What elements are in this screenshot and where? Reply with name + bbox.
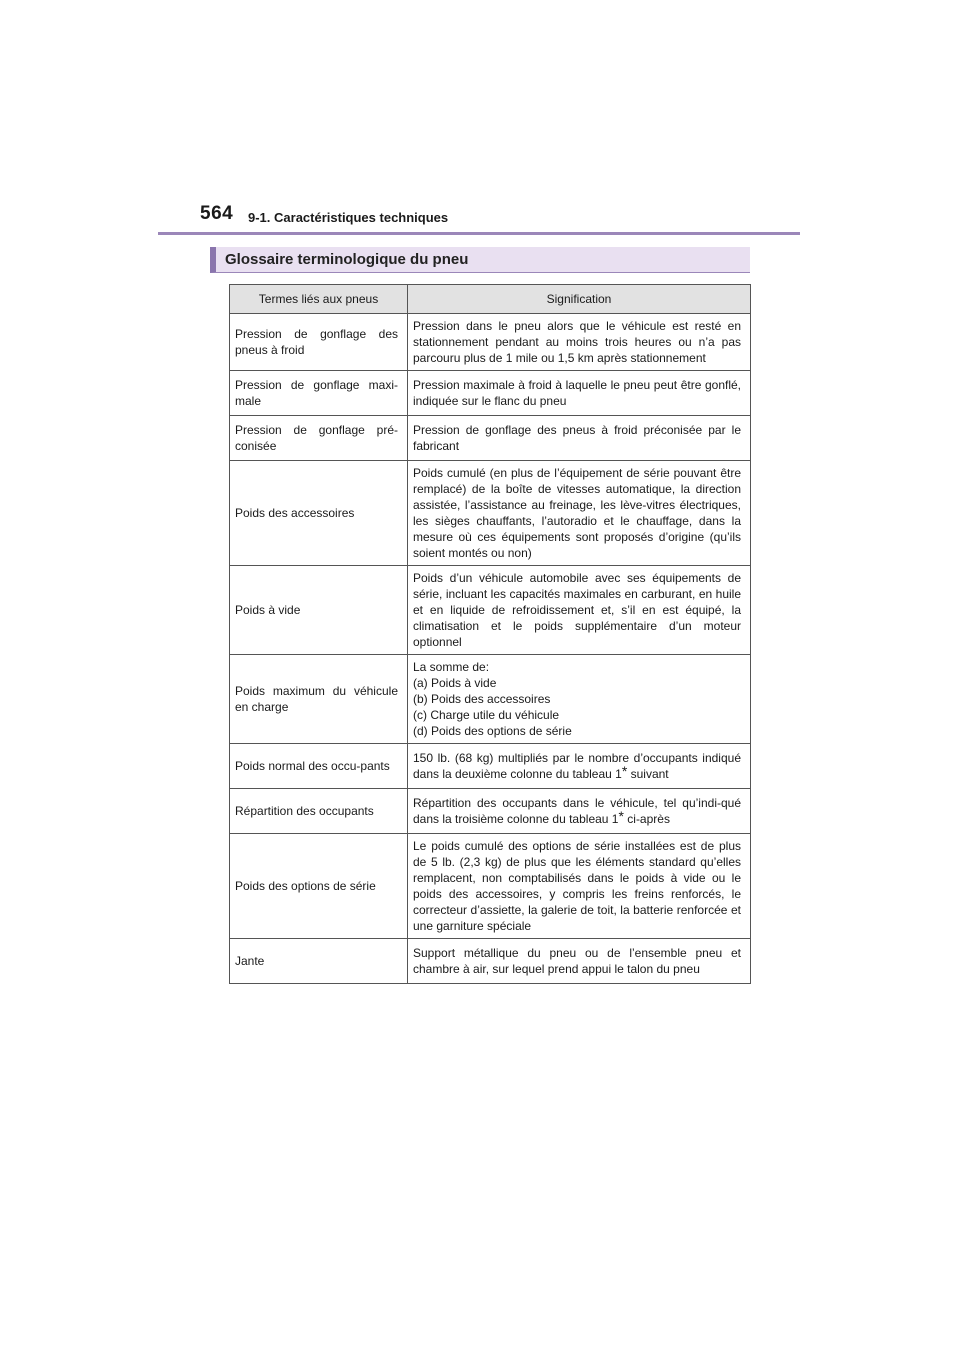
chapter-title: 9-1. Caractéristiques techniques bbox=[248, 210, 449, 225]
term-cell: Répartition des occupants bbox=[230, 789, 408, 834]
term-cell: Poids des options de série bbox=[230, 834, 408, 939]
definition-text: Répartition des occupants dans le véhicule, tel qu’indi-qué dans la troisième colonne du tableau 1 bbox=[413, 796, 741, 826]
term-cell: Pression de gonflage pré-conisée bbox=[230, 416, 408, 461]
column-header-meaning: Signification bbox=[408, 285, 751, 314]
table-row bbox=[230, 566, 751, 655]
definition-cell: Poids cumulé (en plus de l’équipement de série pouvant être remplacé) de la boîte de vitesses automatique, la direction assistée, l’assistance au freinage, les lève-vitres électriques, les sièges chauffants, l’autoradio et le chauffage, dans la mesure où ces équipements sont proposés d’origine (qu’ils soient montés ou non) bbox=[408, 461, 751, 566]
table-row bbox=[230, 834, 751, 939]
definition-cell: Poids d’un véhicule automobile avec ses équipements de série, incluant les capacités maximales en carburant, en huile et en liquide de refroidissement et, s’il en est équipé, la climatisation et le poids supplémentaire d’un moteur optionnel bbox=[408, 566, 751, 655]
column-header-term: Termes liés aux pneus bbox=[230, 285, 408, 314]
term-cell: Pression de gonflage des pneus à froid bbox=[230, 314, 408, 371]
table-row bbox=[230, 655, 751, 744]
header-rule bbox=[158, 232, 800, 235]
definition-cell: Pression maximale à froid à laquelle le pneu peut être gonflé, indiquée sur le flanc du pneu bbox=[408, 371, 751, 416]
table-row bbox=[230, 744, 751, 789]
table-row bbox=[230, 314, 751, 371]
page-number: 564 bbox=[200, 203, 234, 224]
definition-cell: Pression dans le pneu alors que le véhicule est resté en stationnement pendant au moins trois heures ou n’a pas parcouru plus de 1 mile ou 1,5 km après stationnement bbox=[408, 314, 751, 371]
definition-cell bbox=[408, 744, 751, 789]
definition-cell: Support métallique du pneu ou de l’ensemble pneu et chambre à air, sur lequel prend appui le talon du pneu bbox=[408, 939, 751, 984]
footnote-star-mark: * bbox=[618, 808, 624, 824]
definition-cell bbox=[408, 789, 751, 834]
table-row bbox=[230, 416, 751, 461]
table-row bbox=[230, 371, 751, 416]
term-cell: Poids normal des occu-pants bbox=[230, 744, 408, 789]
table-row bbox=[230, 789, 751, 834]
term-cell: Jante bbox=[230, 939, 408, 984]
definition-text: 150 lb. (68 kg) multipliés par le nombre d’occupants indiqué dans la deuxième colonne du tableau 1 bbox=[413, 751, 741, 781]
definition-cell: Le poids cumulé des options de série installées est de plus de 5 lb. (2,3 kg) de plus que les éléments standard qu’elles remplacent, non comptabilisés dans le poids à vide ou le poids des accessoires, y compris les freins renforcés, le correcteur d’assiette, la galerie de toit, la batterie renforcée et une garniture spéciale bbox=[408, 834, 751, 939]
table-row bbox=[230, 939, 751, 984]
term-cell: Poids des accessoires bbox=[230, 461, 408, 566]
table-row bbox=[230, 461, 751, 566]
definition-cell: Pression de gonflage des pneus à froid préconisée par le fabricant bbox=[408, 416, 751, 461]
definition-cell: La somme de: (a) Poids à vide (b) Poids des accessoires (c) Charge utile du véhicule (d) Poids des options de série bbox=[408, 655, 751, 744]
term-cell: Pression de gonflage maxi-male bbox=[230, 371, 408, 416]
term-cell: Poids à vide bbox=[230, 566, 408, 655]
footnote-star-mark: * bbox=[621, 763, 628, 779]
section-heading: Glossaire terminologique du pneu bbox=[210, 247, 750, 273]
table-header-row bbox=[230, 285, 751, 314]
term-cell: Poids maximum du véhicule en charge bbox=[230, 655, 408, 744]
definition-text-suffix: ci-après bbox=[623, 812, 670, 826]
definition-text-suffix: suivant bbox=[627, 767, 669, 781]
glossary-table bbox=[229, 284, 751, 984]
